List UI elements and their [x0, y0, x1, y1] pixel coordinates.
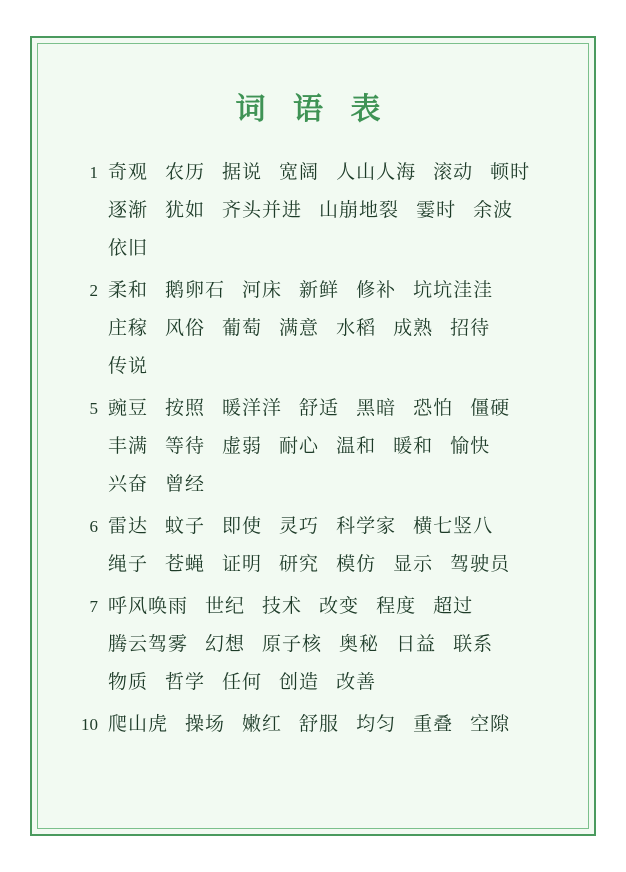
word: 等待	[165, 436, 206, 457]
word: 据说	[222, 162, 263, 183]
word: 世纪	[205, 596, 246, 617]
word: 哲学	[165, 672, 206, 693]
entry-number: 7	[89, 597, 98, 616]
word-line	[108, 508, 562, 546]
word: 鹅卵石	[165, 280, 226, 301]
word: 即使	[222, 516, 263, 537]
word: 僵硬	[470, 398, 511, 419]
page-title: 词 语 表	[235, 93, 391, 126]
word-line	[108, 546, 562, 584]
word: 招待	[450, 318, 491, 339]
word: 程度	[376, 596, 417, 617]
word: 坑坑洼洼	[413, 280, 494, 301]
word: 宽阔	[279, 162, 320, 183]
entry-number: 1	[89, 163, 98, 182]
word: 风俗	[165, 318, 206, 339]
entry-number: 6	[89, 517, 98, 536]
word: 重叠	[413, 714, 454, 735]
word-line	[108, 390, 562, 428]
word: 温和	[336, 436, 377, 457]
entry-words	[108, 508, 562, 584]
word: 嫩红	[242, 714, 283, 735]
word: 齐头并进	[222, 200, 303, 221]
word: 舒适	[299, 398, 340, 419]
decorative-frame-outer	[30, 36, 596, 836]
word: 虚弱	[222, 436, 263, 457]
entry-words	[108, 390, 562, 504]
word: 暖和	[393, 436, 434, 457]
list-item	[64, 154, 562, 268]
word: 灵巧	[279, 516, 320, 537]
word: 横七竖八	[413, 516, 494, 537]
word: 显示	[393, 554, 434, 575]
word: 苍蝇	[165, 554, 206, 575]
word: 成熟	[393, 318, 434, 339]
word: 犹如	[165, 200, 206, 221]
word-list	[64, 154, 562, 744]
word: 蚊子	[165, 516, 206, 537]
word: 农历	[165, 162, 206, 183]
word: 超过	[433, 596, 474, 617]
word: 愉快	[450, 436, 491, 457]
word: 技术	[262, 596, 303, 617]
word: 创造	[279, 672, 320, 693]
word: 物质	[108, 672, 149, 693]
word: 科学家	[336, 516, 397, 537]
word: 任何	[222, 672, 263, 693]
word-line	[108, 192, 562, 230]
word-line	[108, 428, 562, 466]
word: 丰满	[108, 436, 149, 457]
word: 霎时	[416, 200, 457, 221]
word: 余波	[473, 200, 514, 221]
word: 研究	[279, 554, 320, 575]
word: 绳子	[108, 554, 149, 575]
word: 顿时	[490, 162, 531, 183]
word: 暖洋洋	[222, 398, 283, 419]
word: 庄稼	[108, 318, 149, 339]
word: 联系	[453, 634, 494, 655]
word: 按照	[165, 398, 206, 419]
word-line	[108, 588, 562, 626]
word: 空隙	[470, 714, 511, 735]
word: 柔和	[108, 280, 149, 301]
word: 操场	[185, 714, 226, 735]
word: 水稻	[336, 318, 377, 339]
word-line	[108, 272, 562, 310]
word: 兴奋	[108, 474, 149, 495]
entry-words	[108, 706, 562, 744]
word: 呼风唤雨	[108, 596, 189, 617]
list-item	[64, 272, 562, 386]
entry-number: 5	[89, 399, 98, 418]
word: 舒服	[299, 714, 340, 735]
word: 证明	[222, 554, 263, 575]
word: 修补	[356, 280, 397, 301]
word-line	[108, 348, 562, 386]
word: 人山人海	[336, 162, 417, 183]
list-item	[64, 706, 562, 744]
word: 山崩地裂	[319, 200, 400, 221]
word-line	[108, 466, 562, 504]
word-line	[108, 706, 562, 744]
word: 改变	[319, 596, 360, 617]
word-line	[108, 626, 562, 664]
word: 满意	[279, 318, 320, 339]
word: 滚动	[433, 162, 474, 183]
entry-words	[108, 588, 562, 702]
word: 爬山虎	[108, 714, 169, 735]
word: 传说	[108, 356, 149, 377]
word: 新鲜	[299, 280, 340, 301]
word: 模仿	[336, 554, 377, 575]
word: 改善	[336, 672, 377, 693]
word: 黑暗	[356, 398, 397, 419]
word: 葡萄	[222, 318, 263, 339]
word-line	[108, 664, 562, 702]
word: 雷达	[108, 516, 149, 537]
word: 依旧	[108, 238, 149, 259]
word: 驾驶员	[450, 554, 511, 575]
word: 均匀	[356, 714, 397, 735]
word: 豌豆	[108, 398, 149, 419]
word: 幻想	[205, 634, 246, 655]
list-item	[64, 588, 562, 702]
entry-number: 10	[81, 715, 98, 734]
word: 日益	[396, 634, 437, 655]
word: 原子核	[262, 634, 323, 655]
entry-words	[108, 272, 562, 386]
word: 逐渐	[108, 200, 149, 221]
word-line	[108, 310, 562, 348]
entry-number: 2	[89, 281, 98, 300]
word: 河床	[242, 280, 283, 301]
list-item	[64, 508, 562, 584]
word: 曾经	[165, 474, 206, 495]
list-item	[64, 390, 562, 504]
word: 耐心	[279, 436, 320, 457]
entry-words	[108, 154, 562, 268]
word: 奥秘	[339, 634, 380, 655]
word: 恐怕	[413, 398, 454, 419]
word: 奇观	[108, 162, 149, 183]
word: 腾云驾雾	[108, 634, 189, 655]
decorative-frame-inner	[37, 43, 589, 829]
word-line	[108, 154, 562, 192]
word-line	[108, 230, 562, 268]
